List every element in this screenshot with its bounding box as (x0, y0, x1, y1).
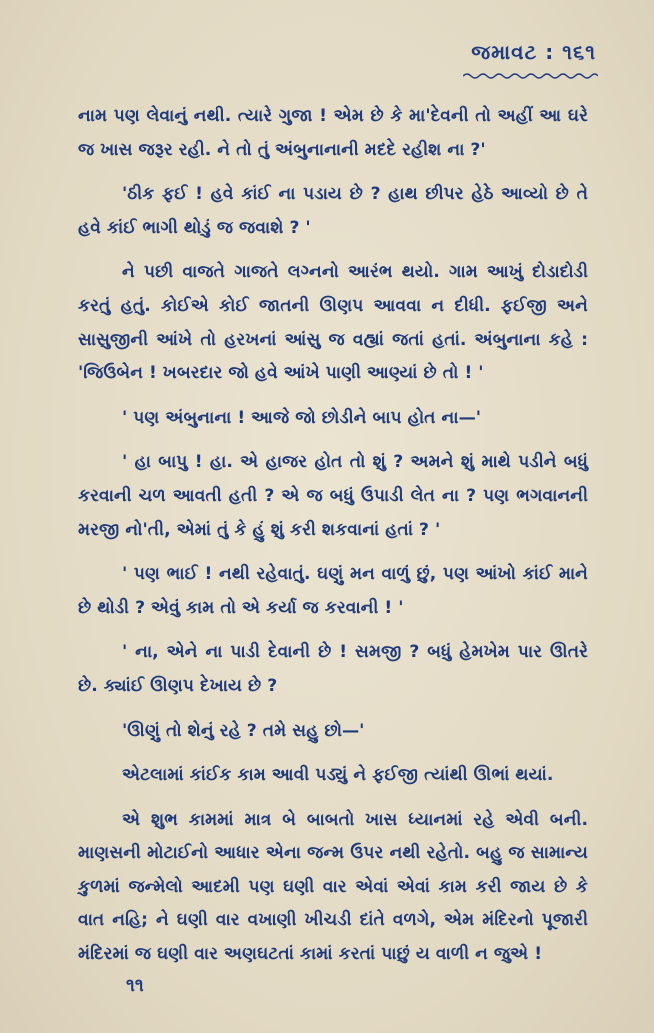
paragraph: ' પણ ભાઈ ! નથી રહેવાતું. ઘણું મન વાળું છું, પણ આંખો કાંઈ માને છે થોડી ? એવું કામ તો એ કર્યા જ કરવાની ! ' (78, 564, 588, 618)
paragraph: નામ પણ લેવાનું નથી. ત્યારે ગુજા ! એમ છે કે મા'દેવની તો અહીં આ ઘરે જ ખાસ જરૂર રહી. ને તો તું અંબુનાનાની મદદે રહીશ ના ?' (78, 106, 588, 160)
ornamental-wavy-rule (463, 72, 598, 80)
paragraph: 'ઠીક ફઈ ! હવે કાંઈ ના પડાય છે ? હાથ છીપર હેઠે આવ્યો છે તે હવે કાંઈ ભાગી થોડું જ જવાશે ? ' (78, 184, 588, 238)
paragraph: ને પછી વાજતે ગાજતે લગ્નનો આરંભ થયો. ગામ આખું દોડાદોડી કરતું હતું. કોઈએ કોઈ જાતની ઊણપ આવવા ન દીધી. ફઈજી અને સાસુજીની આંખે તો હરખનાં આંસુ જ વહ્યાં જતાં હતાં. અંબુનાના કહે : 'જિઉબેન ! ખબરદાર જો હવે આંખે પાણી આણ્યાં છે તો ! ' (78, 262, 588, 384)
paragraph: ' ના, એને ના પાડી દેવાની છે ! સમજી ? બધું હેમખેમ પાર ઊતરે છે. ક્યાંઈ ઊણપ દેખાય છે ? (78, 642, 588, 696)
paragraph: એ શુભ કામમાં માત્ર બે બાબતો ખાસ ધ્યાનમાં રહે એવી બની. માણસની મોટાઈનો આધાર એના જન્મ ઉપર નથી રહેતો. બહુ જ સામાન્ય કુળમાં જન્મેલો આદમી પણ ઘણી વાર એવાં એવાં કામ કરી જાય છે કે વાત નહિ; ને ઘણી વાર વખાણી ખીચડી દાંતે વળગે, એમ મંદિરનો પૂજારી મંદિરમાં જ ઘણી વાર અણઘટતાં કામાં કરતાં પાછું ય વાળી ન જુએ ! (78, 809, 588, 965)
paragraph: એટલામાં કાંઈક કામ આવી પડ્યું ને ફઈજી ત્યાંથી ઊભાં થયાં. (122, 765, 554, 786)
page-number: ૧૧ (126, 975, 144, 996)
running-head: જમાવટ : ૧૬૧ (471, 40, 596, 64)
paragraph: ' પણ અંબુનાના ! આજે જો છોડીને બાપ હોત ના—' (122, 407, 482, 428)
body-text (78, 100, 588, 983)
paragraph: ' હા બાપુ ! હા. એ હાજર હોત તો શું ? અમને શું માથે પડીને બધું કરવાની ચળ આવતી હતી ? એ જ બધું ઉપાડી લેત ના ? પણ ભગવાનની મરજી નો'તી, એમાં તું કે હું શું કરી શકવાનાં હતાં ? ' (78, 452, 588, 540)
paragraph: 'ઊણું તો શેનું રહે ? તમે સહુ છો—' (122, 720, 365, 741)
